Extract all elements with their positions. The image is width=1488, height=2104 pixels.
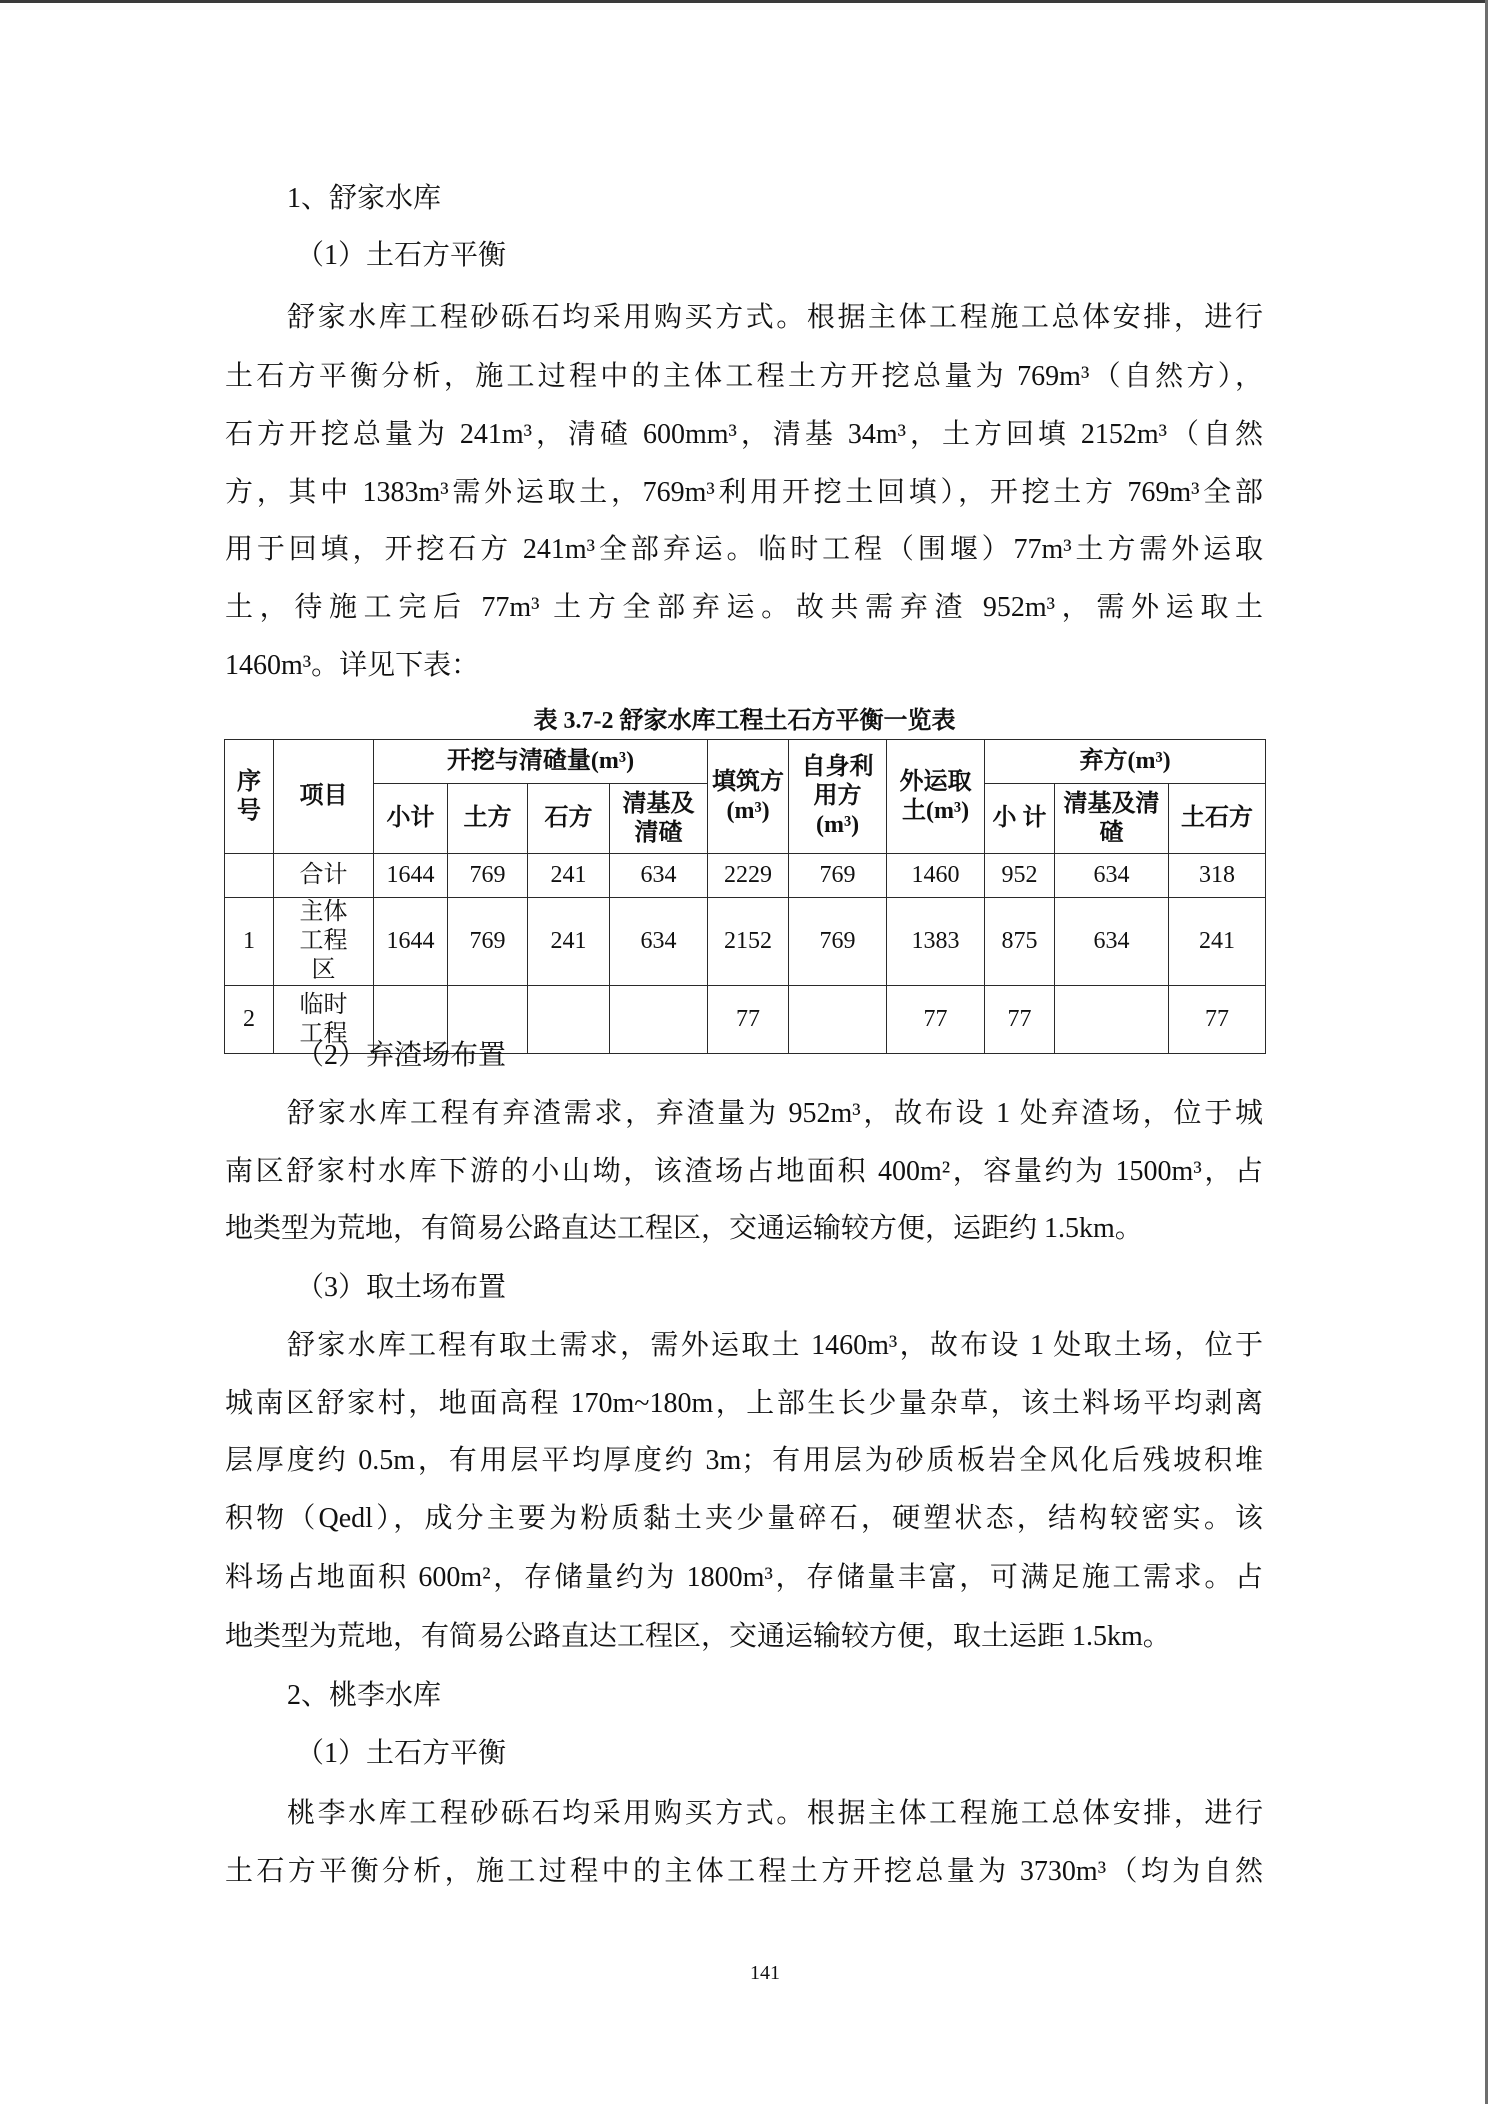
paragraph-line: 舒家水库工程有取土需求，需外运取土 1460m³，故布设 1 处取土场，位于 — [287, 1330, 1263, 1361]
cell-value: 241 — [528, 854, 610, 898]
cell-item: 主体工程区 — [274, 898, 374, 986]
cell-value: 769 — [448, 898, 528, 986]
cell-value: 77 — [1169, 986, 1266, 1054]
paragraph-line: 1460m³。详见下表： — [225, 650, 480, 681]
header-seq: 序号 — [225, 740, 274, 854]
cell-value: 634 — [1055, 854, 1169, 898]
cell-value: 1644 — [374, 854, 448, 898]
subheading-spoil-site: （2）弃渣场布置 — [296, 1040, 507, 1071]
paragraph-line: 地类型为荒地，有简易公路直达工程区，交通运输较方便，取土运距 1.5km。 — [225, 1621, 1171, 1652]
subheading-borrow-site: （3）取土场布置 — [296, 1272, 507, 1303]
paragraph-line: 积物（Qedl），成分主要为粉质黏土夹少量碎石，硬塑状态，结构较密实。该 — [225, 1503, 1263, 1534]
cell-value: 1460 — [887, 854, 985, 898]
paragraph-line: 石方开挖总量为 241m³，清碴 600mm³，清基 34m³，土方回填 2152m³（自然 — [225, 419, 1263, 450]
header-excavation-group: 开挖与清碴量(m³) — [374, 740, 708, 784]
paragraph-line: 方，其中 1383m³需外运取土，769m³利用开挖土回填），开挖土方 769m³全部 — [225, 477, 1263, 508]
paragraph-line: 层厚度约 0.5m，有用层平均厚度约 3m；有用层为砂质板岩全风化后残坡积堆 — [225, 1445, 1263, 1476]
paragraph-line: 土，待施工完后 77m³ 土方全部弃运。故共需弃渣 952m³，需外运取土 — [225, 592, 1263, 623]
cell-value: 77 — [708, 986, 789, 1054]
table-row-total — [225, 854, 1266, 898]
cell-value: 241 — [528, 898, 610, 986]
page-top-border — [0, 0, 1488, 3]
cell-value: 634 — [610, 898, 708, 986]
cell-item: 临时工程 — [274, 986, 374, 1054]
cell-value: 77 — [887, 986, 985, 1054]
header-excavation-subtotal: 小计 — [374, 784, 448, 854]
subheading-earthwork-balance: （1）土石方平衡 — [296, 240, 507, 271]
header-excavation-earth: 土方 — [448, 784, 528, 854]
table-row-main-works — [225, 898, 1266, 986]
cell-value: 77 — [985, 986, 1055, 1054]
header-spoil-group: 弃方(m³) — [985, 740, 1266, 784]
section-heading-shujia: 1、舒家水库 — [287, 183, 442, 214]
paragraph-line: 料场占地面积 600m²，存储量约为 1800m³，存储量丰富，可满足施工需求。占 — [225, 1562, 1263, 1593]
paragraph-line: 城南区舒家村，地面高程 170m~180m，上部生长少量杂草，该土料场平均剥离 — [225, 1388, 1263, 1419]
earthwork-balance-table — [224, 739, 1266, 1054]
cell-value: 875 — [985, 898, 1055, 986]
header-excavation-clearing: 清基及清碴 — [610, 784, 708, 854]
paragraph-line: 用于回填，开挖石方 241m³全部弃运。临时工程（围堰）77m³土方需外运取 — [225, 534, 1263, 565]
paragraph-line: 地类型为荒地，有简易公路直达工程区，交通运输较方便，运距约 1.5km。 — [225, 1213, 1143, 1244]
header-borrow: 外运取土(m³) — [887, 740, 985, 854]
cell-seq: 1 — [225, 898, 274, 986]
cell-value: 952 — [985, 854, 1055, 898]
paragraph-line: 舒家水库工程砂砾石均采用购买方式。根据主体工程施工总体安排，进行 — [287, 302, 1263, 333]
header-excavation-rock: 石方 — [528, 784, 610, 854]
header-fill: 填筑方(m³) — [708, 740, 789, 854]
header-self-use: 自身利用方(m³) — [789, 740, 887, 854]
cell-value: 2152 — [708, 898, 789, 986]
paragraph-line: 土石方平衡分析，施工过程中的主体工程土方开挖总量为 3730m³（均为自然 — [225, 1856, 1263, 1887]
paragraph-line: 桃李水库工程砂砾石均采用购买方式。根据主体工程施工总体安排，进行 — [287, 1798, 1263, 1829]
cell-value: 769 — [789, 898, 887, 986]
table-caption: 表 3.7-2 舒家水库工程土石方平衡一览表 — [533, 708, 956, 734]
cell-seq: 2 — [225, 986, 274, 1054]
cell-seq — [225, 854, 274, 898]
paragraph-line: 舒家水库工程有弃渣需求，弃渣量为 952m³，故布设 1 处弃渣场，位于城 — [287, 1098, 1263, 1129]
paragraph-line: 南区舒家村水库下游的小山坳，该渣场占地面积 400m²，容量约为 1500m³，占 — [225, 1156, 1263, 1187]
cell-value: 1644 — [374, 898, 448, 986]
cell-value: 241 — [1169, 898, 1266, 986]
paragraph-line: 土石方平衡分析，施工过程中的主体工程土方开挖总量为 769m³（自然方）， — [225, 361, 1263, 392]
cell-value: 634 — [1055, 898, 1169, 986]
cell-value: 1383 — [887, 898, 985, 986]
cell-value: 2229 — [708, 854, 789, 898]
header-item: 项目 — [274, 740, 374, 854]
section-heading-taoli: 2、桃李水库 — [287, 1680, 442, 1711]
cell-value: 634 — [610, 854, 708, 898]
cell-value: 769 — [448, 854, 528, 898]
cell-item: 合计 — [274, 854, 374, 898]
page-number: 141 — [750, 1962, 780, 1984]
cell-value: 769 — [789, 854, 887, 898]
header-spoil-subtotal: 小 计 — [985, 784, 1055, 854]
header-spoil-earth-rock: 土石方 — [1169, 784, 1266, 854]
subheading-earthwork-balance: （1）土石方平衡 — [296, 1738, 507, 1769]
header-spoil-clearing: 清基及清碴 — [1055, 784, 1169, 854]
cell-value: 318 — [1169, 854, 1266, 898]
